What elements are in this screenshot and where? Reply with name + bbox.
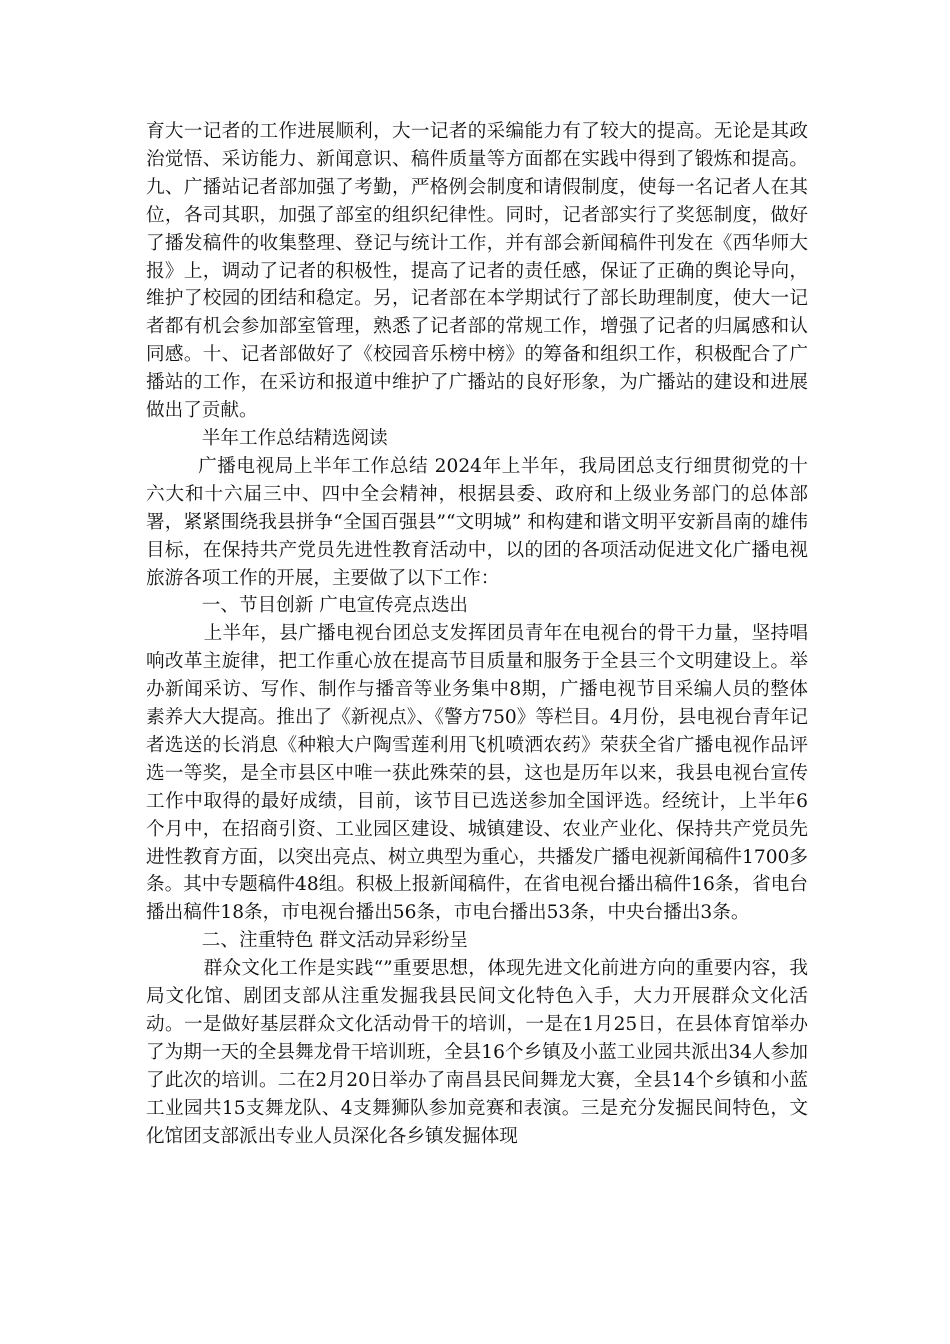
paragraph-summary-intro: 广播电视局上半年工作总结 2024年上半年，我局团总支行细贯彻党的十六大和十六届三中、四中全会精神，根据县委、政府和上级业务部门的总体部署，紧紧围绕我县拼争“全国百强县”“文明城” 和构建和谐文明平安新昌南的雄伟目标，在保持共产党员先进性教育活动中，以的团的各项活动促进文化广播电视旅游各项工作的开展，主要做了以下工作： [146,455,808,589]
paragraph-section-two: 群众文化工作是实践“”重要思想，体现先进文化前进方向的重要内容，我局文化馆、剧团支部从注重发掘我县民间文化特色入手，大力开展群众文化活动。一是做好基层群众文化活动骨干的培训，一是在1月25日，在县体育馆举办了为期一天的全县舞龙骨干培训班，全县16个乡镇及小蓝工业园共派出34人参加了此次的培训。二在2月20日举办了南昌县民间舞龙大赛，全县14个乡镇和小蓝工业园共15支舞龙队、4支舞狮队参加竞赛和表演。三是充分发掘民间特色，文化馆团支部派出专业人员深化各乡镇发掘体现 [146,958,808,1147]
section-title-reading: 半年工作总结精选阅读 [201,427,388,449]
paragraph-body-1: 育大一记者的工作进展顺利，大一记者的采编能力有了较大的提高。无论是其政治觉悟、采访能力、新闻意识、稿件质量等方面都在实践中得到了锻炼和提高。九、广播站记者部加强了考勤，严格例会制度和请假制度，使每一名记者人在其位，各司其职，加强了部室的组织纪律性。同时，记者部实行了奖惩制度，做好了播发稿件的收集整理、登记与统计工作，并有部会新闻稿件刊发在《西华师大报》上，调动了记者的积极性，提高了记者的责任感，保证了正确的舆论导向，维护了校园的团结和稳定。另，记者部在本学期试行了部长助理制度，使大一记者都有机会参加部室管理，熟悉了记者部的常规工作，增强了记者的归属感和认同感。十、记者部做好了《校园音乐榜中榜》的筹备和组织工作，积极配合了广播站的工作，在采访和报道中维护了广播站的良好形象，为广播站的建设和进展做出了贡献。 [146,121,808,422]
heading-section-two: 二、注重特色 群文活动异彩纷呈 [201,930,469,952]
document-body [146,118,808,1151]
heading-section-one: 一、节目创新 广电宣传亮点迭出 [201,595,469,617]
paragraph-section-one: 上半年，县广播电视台团总支发挥团员青年在电视台的骨干力量，坚持唱响改革主旋律，把工作重心放在提高节目质量和服务于全县三个文明建设上。举办新闻采访、写作、制作与播音等业务集中8期，广播电视节目采编人员的整体素养大大提高。推出了《新视点》、《警方750》等栏目。4月份，县电视台青年记者选送的长消息《种粮大户陶雪莲利用飞机喷洒农药》荣获全省广播电视作品评选一等奖，是全市县区中唯一获此殊荣的县，这也是历年以来，我县电视台宣传工作中取得的最好成绩，目前，该节目已选送参加全国评选。经统计，上半年6个月中，在招商引资、工业园区建设、城镇建设、农业产业化、保持共产党员先进性教育方面，以突出亮点、树立典型为重心，共播发广播电视新闻稿件1700多条。其中专题稿件48组。积极上报新闻稿件，在省电视台播出稿件16条，省电台播出稿件18条，市电视台播出56条，市电台播出53条，中央台播出3条。 [146,623,808,924]
